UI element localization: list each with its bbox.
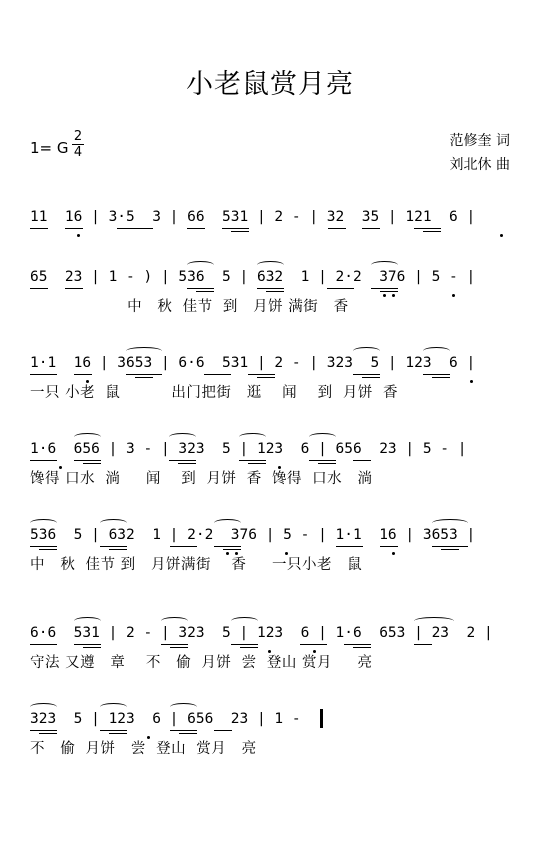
beat-underline (362, 228, 380, 229)
notation-line: 11 16 | 3·5 3 | 66 531 | 2 - | 32 35 | 121 6 | (30, 209, 476, 225)
slur-arc (239, 433, 266, 441)
notation-line: 536 5 | 632 1 | 2·2 376 | 5 - | 1·1 16 | 3653 | (30, 527, 476, 543)
slur-arc (353, 347, 380, 355)
slur-arc (30, 519, 57, 527)
score-row-2 (30, 256, 515, 324)
page-title: 小老鼠赏月亮 (186, 69, 354, 100)
beat-underline (240, 647, 258, 648)
beat-underline (318, 463, 336, 464)
beat-underline (161, 644, 188, 645)
beat-underline (30, 288, 48, 289)
beat-underline (135, 377, 153, 378)
beat-underline (74, 374, 92, 375)
beat-underline (328, 228, 346, 229)
low-octave-dot (268, 650, 271, 653)
lyrics-line: 中 秋 佳节 到 月饼 满街 香 (30, 299, 349, 315)
slur-arc (187, 261, 214, 269)
low-octave-dot (278, 466, 281, 469)
beat-underline (353, 374, 380, 375)
slur-arc (126, 347, 162, 355)
beat-underline (74, 460, 101, 461)
beat-underline (344, 644, 371, 645)
beat-underline (187, 228, 205, 229)
beat-underline (441, 549, 459, 550)
key-signature: 1= G (30, 139, 69, 157)
notation-line: 65 23 | 1 - ) | 536 5 | 632 1 | 2·2 376 | 5 - | (30, 269, 476, 285)
slur-arc (432, 519, 468, 527)
beat-underline (231, 231, 249, 232)
slur-arc (423, 347, 450, 355)
slur-arc (257, 261, 284, 269)
beat-underline (414, 228, 441, 229)
beat-underline (266, 291, 284, 292)
lyricist-credit: 范修奎 词 (449, 133, 510, 149)
beat-underline (39, 733, 57, 734)
beat-underline (257, 377, 275, 378)
beat-underline (30, 546, 57, 547)
beat-underline (214, 730, 232, 731)
lyrics-line: 守法 又遵 章 不 偷 月饼 尝 登山 赏月 亮 (30, 655, 373, 671)
low-octave-dot (86, 380, 89, 383)
beat-underline (170, 647, 188, 648)
beat-underline (336, 546, 363, 547)
beat-underline (30, 460, 57, 461)
low-octave-dot (147, 736, 150, 739)
slur-arc (414, 617, 454, 625)
slur-arc (170, 703, 197, 711)
low-octave-dot (500, 234, 503, 237)
beat-underline (300, 644, 327, 645)
low-octave-dot (392, 294, 395, 297)
beat-underline (170, 730, 197, 731)
beat-underline (169, 460, 196, 461)
notation-line: 1·1 16 | 3653 | 6·6 531 | 2 - | 323 5 | 123 6 | (30, 355, 476, 371)
slur-arc (74, 617, 101, 625)
beat-underline (248, 463, 266, 464)
slur-arc (231, 617, 258, 625)
score-row-3 (30, 342, 515, 410)
notation-line: 6·6 531 | 2 - | 323 5 | 123 6 | 1·6 653 | 23 2 | (30, 625, 493, 641)
low-octave-dot (226, 552, 229, 555)
beat-underline (414, 644, 432, 645)
meter-top: 2 (73, 129, 83, 144)
beat-underline (30, 228, 48, 229)
slur-arc (30, 703, 57, 711)
beat-underline (362, 377, 380, 378)
beat-underline (223, 549, 241, 550)
beat-underline (117, 228, 153, 229)
beat-underline (83, 463, 101, 464)
beat-underline (353, 647, 371, 648)
low-octave-dot (77, 234, 80, 237)
beat-underline (196, 291, 214, 292)
low-octave-dot (235, 552, 238, 555)
low-octave-dot (383, 294, 386, 297)
slur-arc (169, 433, 196, 441)
beat-underline (178, 463, 196, 464)
low-octave-dot (392, 552, 395, 555)
low-octave-dot (59, 466, 62, 469)
composer-credit: 刘北休 曲 (449, 157, 510, 173)
lyrics-line: 中 秋 佳节 到 月饼满街 香 一只小老 鼠 (30, 557, 363, 573)
notation-line: 1·6 656 | 3 - | 323 5 | 123 6 | 656 23 | 5 - | (30, 441, 467, 457)
beat-underline (380, 291, 398, 292)
beat-underline (30, 644, 57, 645)
time-signature (72, 130, 84, 159)
score-row-7 (30, 698, 515, 766)
beat-underline (248, 374, 275, 375)
beat-underline (30, 374, 57, 375)
low-octave-dot (452, 294, 455, 297)
low-octave-dot (285, 552, 288, 555)
beat-underline (423, 374, 450, 375)
score-row-4 (30, 428, 515, 496)
beat-underline (39, 549, 57, 550)
beat-underline (353, 460, 371, 461)
beat-underline (222, 228, 249, 229)
beat-underline (74, 644, 101, 645)
score-row-6 (30, 612, 515, 680)
slur-arc (371, 261, 398, 269)
beat-underline (109, 549, 127, 550)
meter-bottom: 4 (73, 145, 83, 160)
beat-underline (239, 460, 266, 461)
beat-underline (432, 546, 468, 547)
slur-arc (309, 433, 336, 441)
beat-underline (327, 288, 354, 289)
beat-underline (179, 733, 197, 734)
beat-underline (257, 288, 284, 289)
low-octave-dot (313, 650, 316, 653)
beat-underline (100, 730, 127, 731)
final-barline (320, 709, 323, 728)
beat-underline (109, 733, 127, 734)
beat-underline (170, 546, 197, 547)
beat-underline (309, 460, 336, 461)
beat-underline (65, 288, 83, 289)
lyrics-line: 不 偷 月饼 尝 登山 赏月 亮 (30, 741, 257, 757)
slur-arc (214, 519, 241, 527)
slur-arc (100, 703, 127, 711)
beat-underline (423, 231, 441, 232)
lyrics-line: 馋得 口水 淌 闻 到 月饼 香 馋得 口水 淌 (30, 471, 373, 487)
score-row-1 (30, 196, 515, 264)
beat-underline (30, 730, 57, 731)
beat-underline (187, 288, 214, 289)
low-octave-dot (470, 380, 473, 383)
beat-underline (231, 644, 258, 645)
beat-underline (214, 546, 241, 547)
slur-arc (100, 519, 127, 527)
score-row-5 (30, 514, 515, 582)
notation-line: 323 5 | 123 6 | 656 23 | 1 - (30, 711, 301, 727)
slur-arc (74, 433, 101, 441)
beat-underline (126, 374, 162, 375)
beat-underline (65, 228, 83, 229)
beat-underline (380, 546, 398, 547)
beat-underline (371, 288, 398, 289)
beat-underline (100, 546, 127, 547)
beat-underline (83, 647, 101, 648)
beat-underline (204, 374, 231, 375)
beat-underline (432, 377, 450, 378)
slur-arc (161, 617, 188, 625)
lyrics-line: 一只 小老 鼠 出门把街 逛 闻 到 月饼 香 (30, 385, 399, 401)
